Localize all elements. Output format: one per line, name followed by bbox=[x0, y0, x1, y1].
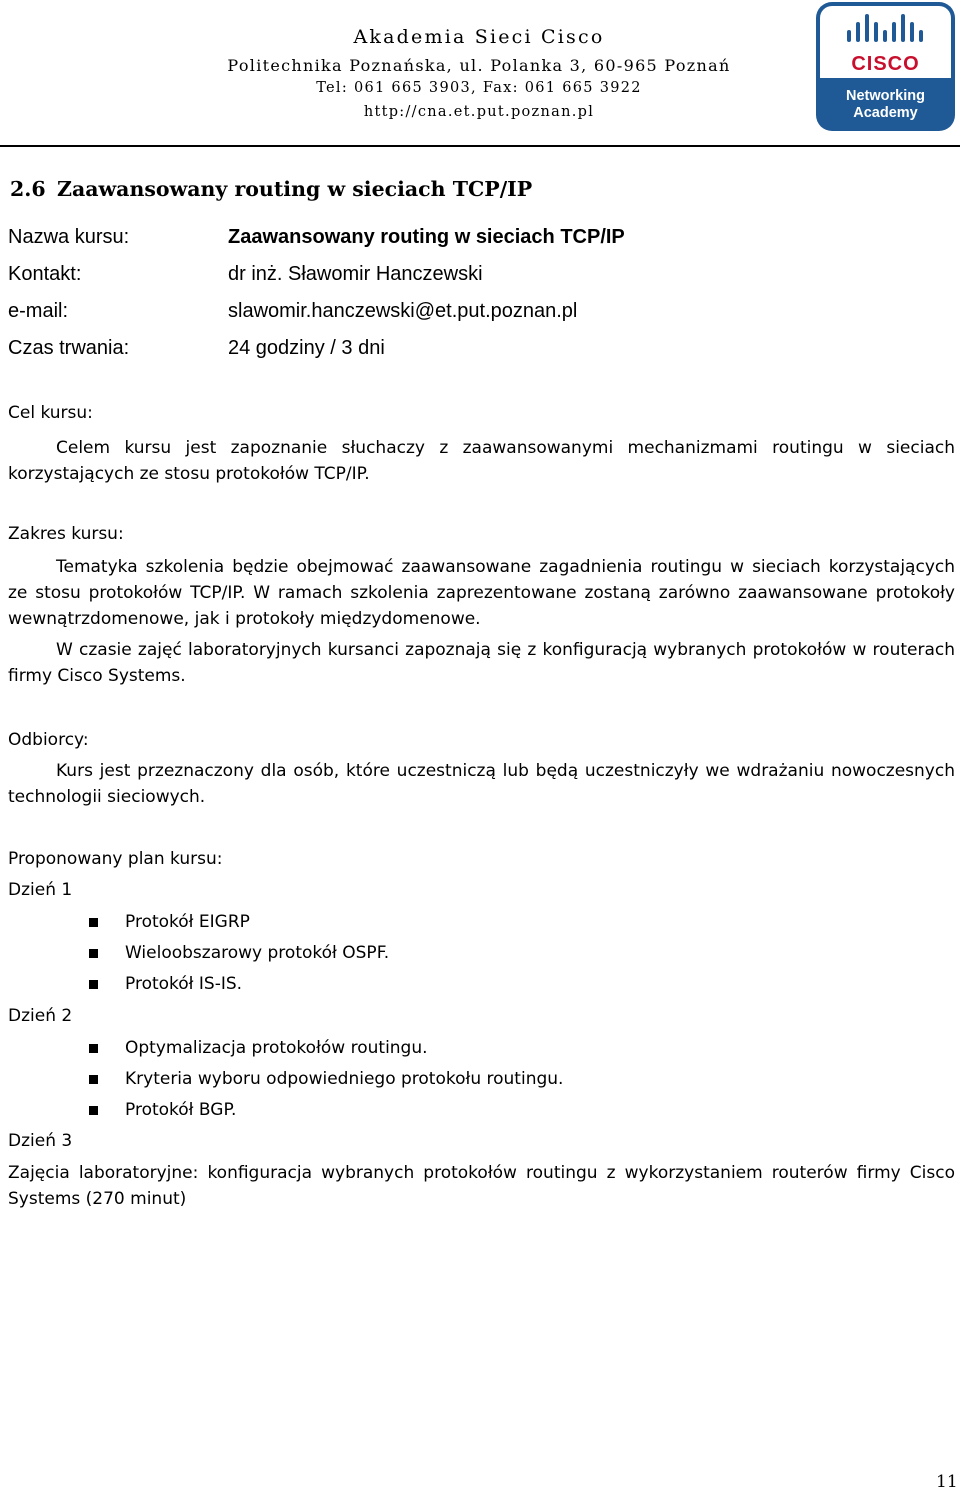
day2-label: Dzień 2 bbox=[8, 1006, 73, 1026]
cisco-bars-icon bbox=[820, 8, 951, 54]
list-item: Protokół IS-IS. bbox=[86, 974, 686, 1005]
logo-top-panel bbox=[820, 6, 951, 78]
header-phone: Tel: 061 665 3903, Fax: 061 665 3922 bbox=[316, 80, 642, 96]
logo-program-name bbox=[816, 88, 955, 122]
square-bullet-icon bbox=[89, 1044, 98, 1053]
course-name-value: Zaawansowany routing w sieciach TCP/IP bbox=[228, 226, 625, 248]
course-name-label: Nazwa kursu: bbox=[8, 226, 130, 248]
plan-heading: Proponowany plan kursu: bbox=[8, 849, 223, 869]
header-divider bbox=[0, 145, 960, 147]
square-bullet-icon bbox=[89, 1075, 98, 1084]
day1-label: Dzień 1 bbox=[8, 880, 73, 900]
audience-paragraph: Kurs jest przeznaczony dla osób, które uczestniczą lub będą uczestniczyły we wdrażaniu nowoczesnych technologii sieciowych. bbox=[8, 761, 955, 807]
list-item: Wieloobszarowy protokół OSPF. bbox=[86, 943, 686, 974]
list-item: Protokół EIGRP bbox=[86, 912, 686, 943]
header-title: Akademia Sieci Cisco bbox=[353, 26, 605, 48]
lab-text bbox=[8, 1160, 955, 1212]
square-bullet-icon bbox=[89, 949, 98, 958]
scope-paragraph-1: Tematyka szkolenia będzie obejmować zaawansowane zagadnienia routingu w sieciach korzystających ze stosu protokołów TCP/IP. W ramach szkolenia zaprezentowane zostaną zarówno zaawansowane protokoły wewnątrzdomenowe, jak i protokoły międzydomenowe. bbox=[8, 557, 955, 629]
section-number: 2.6 bbox=[10, 177, 46, 201]
contact-value: dr inż. Sławomir Hanczewski bbox=[228, 263, 483, 285]
list-item: Protokół BGP. bbox=[86, 1100, 686, 1131]
section-title-text: Zaawansowany routing w sieciach TCP/IP bbox=[57, 177, 533, 201]
cisco-networking-academy-logo bbox=[816, 2, 955, 131]
section-title bbox=[10, 177, 532, 201]
square-bullet-icon bbox=[89, 1106, 98, 1115]
scope-text bbox=[8, 554, 955, 689]
goal-heading: Cel kursu: bbox=[8, 403, 93, 423]
header-url[interactable]: http://cna.et.put.poznan.pl bbox=[363, 104, 595, 120]
list-item: Optymalizacja protokołów routingu. bbox=[86, 1038, 686, 1069]
duration-label: Czas trwania: bbox=[8, 337, 130, 359]
email-label: e-mail: bbox=[8, 300, 69, 322]
page-number: 11 bbox=[936, 1472, 958, 1492]
list-item: Kryteria wyboru odpowiedniego protokołu routingu. bbox=[86, 1069, 686, 1100]
contact-label: Kontakt: bbox=[8, 263, 82, 285]
day2-list bbox=[86, 1038, 686, 1131]
logo-program-line1: Networking bbox=[846, 88, 925, 104]
scope-paragraph-2: W czasie zajęć laboratoryjnych kursanci zapoznają się z konfiguracją wybranych protokołów w routerach firmy Cisco Systems. bbox=[8, 640, 955, 686]
email-value[interactable]: slawomir.hanczewski@et.put.poznan.pl bbox=[228, 300, 578, 322]
duration-value: 24 godziny / 3 dni bbox=[228, 337, 385, 359]
audience-heading: Odbiorcy: bbox=[8, 730, 89, 750]
day3-label: Dzień 3 bbox=[8, 1131, 73, 1151]
audience-text bbox=[8, 758, 955, 810]
lab-paragraph: Zajęcia laboratoryjne: konfiguracja wybranych protokołów routingu z wykorzystaniem routerów firmy Cisco Systems (270 minut) bbox=[8, 1163, 955, 1209]
logo-brand: CISCO bbox=[851, 53, 920, 75]
scope-heading: Zakres kursu: bbox=[8, 524, 124, 544]
header-address: Politechnika Poznańska, ul. Polanka 3, 60-965 Poznań bbox=[227, 56, 731, 75]
goal-paragraph: Celem kursu jest zapoznanie słuchaczy z zaawansowanymi mechanizmami routingu w sieciach korzystających ze stosu protokołów TCP/IP. bbox=[8, 438, 955, 484]
square-bullet-icon bbox=[89, 918, 98, 927]
goal-text bbox=[8, 435, 955, 487]
logo-program-line2: Academy bbox=[853, 105, 918, 121]
day1-list bbox=[86, 912, 686, 1005]
square-bullet-icon bbox=[89, 980, 98, 989]
